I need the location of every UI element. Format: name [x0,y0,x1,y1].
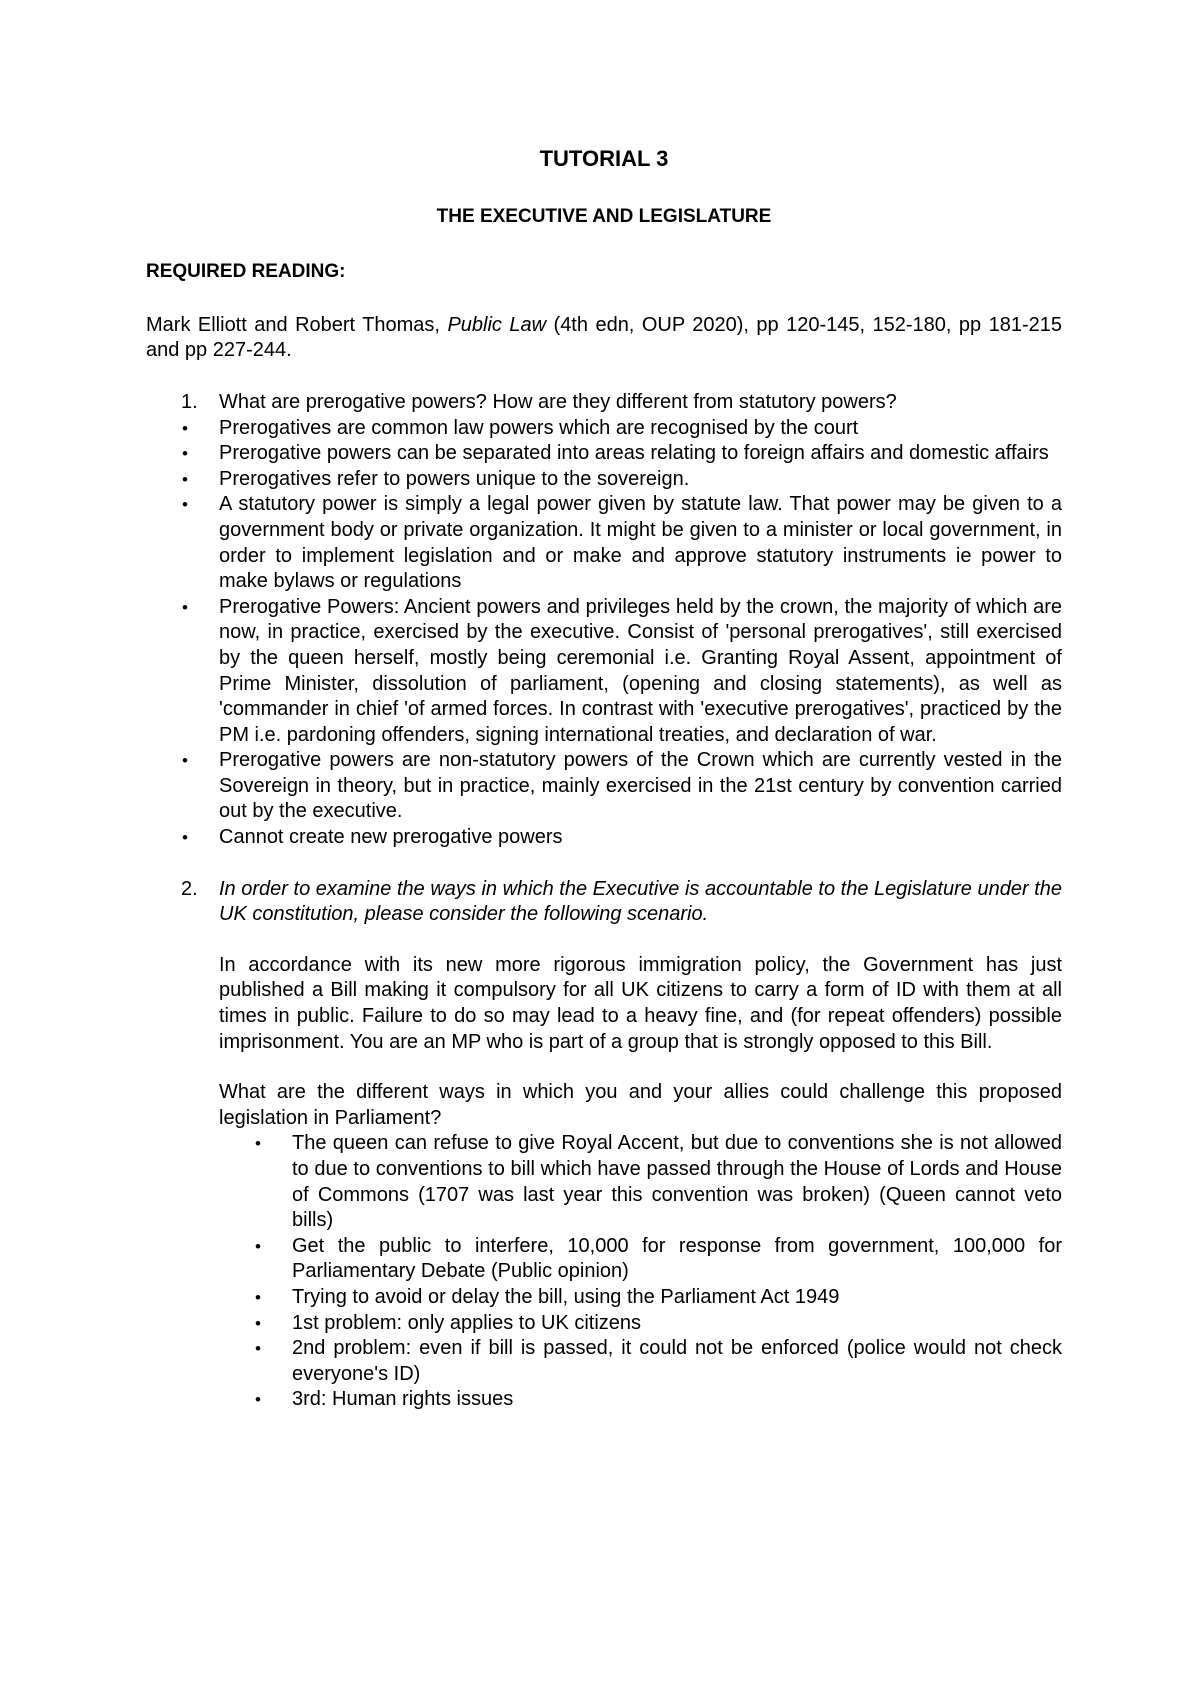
list-item: • Cannot create new prerogative powers [146,825,1062,851]
list-item: • 1st problem: only applies to UK citizens [219,1311,1062,1337]
bullet-icon: • [255,1339,261,1359]
question-2-scenario: In accordance with its new more rigorous immigration policy, the Government has just published a Bill making it compulsory for all UK citizens to carry a form of ID with them at all times in public. Failure to do so may lead to a heavy fine, and (for repeat offenders) possible imprisonment. You are an MP who is part of a group that is strongly opposed to this Bill. [219,953,1062,1053]
bullet-icon: • [182,828,188,848]
question-1-text: What are prerogative powers? How are they different from statutory powers? [219,390,897,413]
bullet-icon: • [182,418,188,438]
bullet-icon: • [182,444,188,464]
bullet-icon: • [182,495,188,515]
required-reading-heading: REQUIRED READING: [146,261,346,283]
question-2-question: What are the different ways in which you and your allies could challenge this proposed legislation in Parliament? [219,1081,1062,1129]
list-item: • Trying to avoid or delay the bill, using the Parliament Act 1949 [219,1285,1062,1311]
question-1 [181,390,1062,851]
list-item: • Prerogatives are common law powers which are recognised by the court [146,416,1062,442]
list-item: • Prerogative powers are non-statutory powers of the Crown which are currently vested in the Sovereign in theory, but in practice, mainly exercised in the 21st century by convention carried out by the executive. [182,749,1062,823]
list-item: • The queen can refuse to give Royal Accent, but due to conventions she is not allowed to due to conventions to bill which have passed through the House of Lords and House of Commons (1707 was last year this convention was broken) (Queen cannot veto bills) [255,1132,1062,1232]
bullet-icon: • [255,1390,261,1410]
list-item: • A statutory power is simply a legal power given by statute law. That power may be given to a government body or private organization. It might be given to a minister or local government, in order to implement legislation and or make and approve statutory instruments ie power to make bylaws or regulations [182,493,1062,593]
reading-book-title: Public Law [447,313,547,336]
list-item: • Get the public to interfere, 10,000 for response from government, 100,000 for Parliamentary Debate (Public opinion) [255,1234,1062,1283]
question-2-answers [219,1131,1062,1413]
list-item: • Prerogatives refer to powers unique to the sovereign. [146,467,1062,493]
bullet-icon: • [182,469,188,489]
bullet-icon: • [255,1313,261,1333]
list-item: • Prerogative powers can be separated into areas relating to foreign affairs and domestic affairs [146,441,1062,467]
page-title: TUTORIAL 3 [539,146,669,171]
document-body [146,140,1062,1413]
reading-authors: Mark Elliott and Robert Thomas, [146,313,448,336]
list-item: • 3rd: Human rights issues [219,1387,1062,1413]
page-subtitle: THE EXECUTIVE AND LEGISLATURE [436,205,772,227]
bullet-icon: • [182,597,188,617]
reading-details: (4th edn, OUP 2020), pp 120-145, 152-180, pp 181-215 and pp 227-244. [146,313,1063,362]
question-2-intro: In order to examine the ways in which the Executive is accountable to the Legislature under the UK constitution, please consider the following scenario. [219,877,1062,926]
bullet-icon: • [255,1236,261,1256]
question-1-answers [182,416,1062,851]
bullet-icon: • [182,751,188,771]
question-2-number: 2. [181,877,198,900]
question-2 [181,877,1062,1413]
list-item: • 2nd problem: even if bill is passed, it could not be enforced (police would not check everyone's ID) [255,1337,1062,1385]
question-1-number: 1. [181,390,198,413]
reading-citation [146,313,1062,364]
bullet-icon: • [255,1134,261,1154]
bullet-icon: • [255,1287,261,1307]
list-item: • Prerogative Powers: Ancient powers and privileges held by the crown, the majority of which are now, in practice, exercised by the executive. Consist of 'personal prerogatives', still exercised by the queen herself, mostly being ceremonial i.e. Granting Royal Assent, appointment of Prime Minister, dissolution of parliament, (opening and closing statements), as well as 'commander in chief 'of armed forces. In contrast with 'executive prerogatives', practiced by the PM i.e. pardoning offenders, signing international treaties, and declaration of war. [182,595,1062,746]
